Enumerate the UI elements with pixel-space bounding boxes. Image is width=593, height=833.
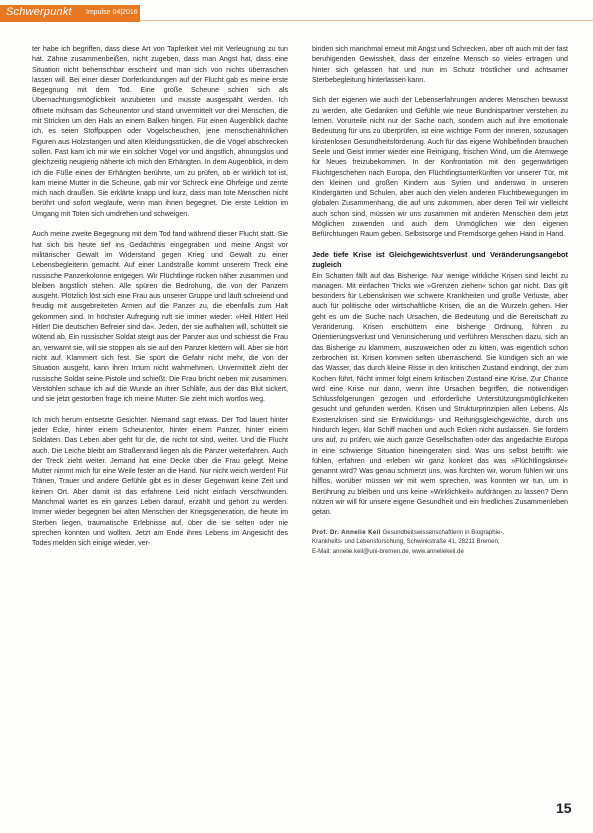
paragraph: Sich der eigenen wie auch der Lebenserfahrungen anderer Menschen bewusst zu werden, alte Gedanken und Gefühle wie neue Bundnispartner verstehen zu lernen. Vorurteile nicht nur der Sache nach, sondern auch auf ihre emotionale Bedeutung für uns zu überprüfen, ist eine wichtige Form der inneren, sozusagen kinstenlosen Gesundheitsförderung. Auch für das eigene Wohlbefinden brauchen Seele und Geist immer wieder eine Reinigung, frischen Wind, um die Atemwege für Neues freizubekommen. In der Konfrontation mit den gegenwärtigen Fluchtgeschehen nach Europa, den Flüchtlingsunterkünften vor unserer Tür, mit den kleinen und großen Kindern aus Syrien und anderswo in unseren Kindergärten und Schulen, aber auch den vielen anderen Fluchtbewegungen im globalen Zusammenhang, die auf uns zukommen, aber deren Teil wir vielleicht auch schon sind, müssen wir uns zusammen mit anderen Menschen dem jetzt Möglichen zuwenden und auch dem Unmöglichen wie den eigenen Befürchtungen Raum geben. Selbstsorge und Fremdsorge gehen Hand in Hand.: [312, 96, 568, 239]
left-column: [32, 44, 288, 559]
author-name: Prof. Dr. Annelie Keil: [312, 528, 381, 536]
paragraph: binden sich manchmal erneut mit Angst und Schrecken, aber oft auch mit der fast beruhigenden Gewissheit, dass der einzelne Mensch so vieles ertragen und hinter sich gelassen hat und nun im Schutz tröstlicher und achtsamer Sterbebegleitung hinterlassen kann.: [312, 45, 568, 84]
author-line-1: Gesundheitswissenschaftlerin in Biographie-,: [382, 528, 505, 536]
header-rule: [140, 20, 593, 21]
paragraph: ter habe ich begriffen, dass diese Art von Tapferkeit viel mit Verleugnung zu tun hat. Zähne zusammenbeißen, nicht zugeben, dass man Angst hat, dass eine Situation nicht beherrschbar erscheint und man sich von nichts überraschen lassen will. Bei einer dieser Dorferkundungen auf der Flucht gab es meine erste Begegnung mit dem Tod. Eine große Scheune schien sich als Übernachtungsmöglichkeit anzubieten und musste ausgespäht werden. Ich öffnete mühsam das Scheunentor und stand unvermittelt vor drei Menschen, die mit Stricken um den Hals an einem Balken hingen. Für einen Augenblick dachte ich, es seien Stoffpuppen oder Vogelscheuchen, jene menschenähnlichen Figuren aus Holzstangen und alten Kleidungsstücken, die die Vögel abschrecken sollen. Fast kam ich mir wie ein solcher Vogel vor und ängstlich, ahnungslos und gleichzeitig neugierig näherte ich mich den Erhängten. In dem Augenblick, in dem ich die Füße eines der Erhängten berührte, um zu prüfen, ob er wirklich tot ist, kam meine Mutter in die Scheune, gab mir vor Schreck eine Ohrfeige und zerrte mich nach draußen. Sie erklärte knapp und kurz, dass man tote Menschen nicht berührt und sofort weglaufe, wenn man ihnen begegnet. Die erste Lektion im Umgang mit Toten sich umdrehen und schweigen.: [32, 45, 288, 218]
page-header: [0, 0, 593, 24]
paragraph: Auch meine zweite Begegnung mit dem Tod fand während dieser Flucht statt. Sie hat sich bis heute tief ins Gedächtnis eingegraben und meine Angst vor militärischer Gewalt im Widerstand gegen Krieg und Gewalt zu einer Lebensbegleiterin gemacht. Auf einer Landstraße kommt unserem Treck eine russische Panzerkolonne entgegen. Wir Flüchtlinge rücken näher zusammen und bleiben ängstlich stehen. Alle spüren die Bedrohung, die von der Panzern ausgeht. Plötzlich löst sich eine Frau aus unserer Gruppe und läuft schreiend und freudig mit ausgebreiteten Armen auf die Panzer zu, die ebenfalls zum Halt gekommen sind. In höchster Aufregung ruft sie immer wieder: »Heil Hitler! Heil Hitler! Die deutschen Befreier sind da«. Jeden, der sie aufhalten will, schüttelt sie wütend ab. Ein russischer Soldat steigt aus der Panzer aus und schiesst die Frau an, verwarnt sie, will sie stoppen als sie auf den Panzer klettern will. Aber sie hört nicht auf. Klammert sich fest. Sie spürt die Gefahr nicht mehr, die von der Situation ausgeht, kann ihren Irrtum nicht wahrnehmen. Unvermittelt zieht der russische Soldat seine Pistole und schießt. Die Frau bricht neben mir zusammen. Verstohlen schaue ich auf die Wunde an ihrer Schläfe, aus der das Blut sickert, und sie jetzt gestorben frage ich meine Mutter. Sie zieht mich wortlos weg.: [32, 230, 288, 404]
author-contact: E-Mail: annelie.keil@uni-bremen.de, www.anneliekeil.de: [312, 547, 464, 555]
paragraph: Ich mich herum entsetzte Gesichter. Niemand sagt etwas. Der Tod lauert hinter jeder Ecke, hinter einem Scheunentor, hinter einem Panzer, hinter einem Soldaten. Das Leben aber geht für die, die nicht tot sind, weiter. Und die Flucht auch. Die Leiche bleibt am Straßenrand liegen als die Panzer weiterfahren. Auch der Treck zieht weiter. Jemand hat eine Decke über die Frau gelegt. Meine Mutter nimmt mich für eine Weile fester an die Hand. Nur nicht weich werden! Für Tränen, Trauer und andere Gefühle gibt es in dieser Gegenwart keine Zeit und keinen Ort. Aber damit ist das erfahrene Leid nicht einfach verschwunden. Manchmal wartet es ein ganzes Leben darauf, erzählt und gehört zu werden. Immer wieder begegnen bei alten Menschen der Kriegsgeneration, die heute im Sterben liegen, traumatische Erlebnisse auf, über die sie selten oder nie sprechen konnten und wollten. Jetzt am Ende ihres Lebens im Angesicht des Todes melden sich einige wieder, ver-: [32, 415, 288, 548]
issue-label: Impulse 04|2016: [86, 9, 138, 16]
section-heading: Jede tiefe Krise ist Gleichgewichtsverlust und Veränderungsangebot zugleich: [312, 249, 568, 270]
paragraph: Ein Schatten fällt auf das Bisherige. Nur wenige wirkliche Krisen sind leicht zu managen. Mit einfachen Tricks wie »Grenzen ziehen« schon gar nicht. Das gilt besonders für Lebenskrisen wie schwere Krankheiten und große Verluste, aber auch für politische oder wirtschaftliche Krisen, die an die Wurzeln gehen. Hier geht es um die Suche nach Ursachen, die Bedeutung und die Bereitschaft zu Veränderung. Krisen erschüttern eine bisherige Ordnung, führen zu Orientierungsverlust und Verunsicherung und verführen Menschen dazu, sich an das Bisherige zu klammern, auszuweichen oder zu kitten, was eigentlich schon zerbrochen ist. Krisen kommen selten überraschend. Sie kündigen sich an wie das Wasser, das durch kleine Risse in den kritischen Zustand eindringt, der zum Kochen führt. Nicht immer folgt einem kritischen Zustand eine Krise. Zur Chance wird eine Krise nur dann, wenn ihre Ursachen begriffen, die notwendigen Schlussfolgerungen gezogen und erforderliche Unterstützungsmöglichkeiten gesucht und gefunden werden. Krisen und Strukturprinzipien allen Lebens. Als Existenzkrisen sind sie Entwicklungs- und Reifungsgleichgewichte, durch uns hindurch legen, klar Schiff machen und auch Ecken nicht auslassen. Sie fordern uns auf, zu prüfen, wie auch ganze Gesellschaften oder das angedachte Europa in eine schwierige Situation hineingeraten sind. Was uns selbst betrifft: wie fühlen, erfahren und erleben wir ganz konkret das was »Flüchtlingskrise« genannt wird? Was genau schmerzt uns, was fürchten wir, worum fühlen wir uns hilflos, worüber müssen wir mit wem sprechen, was konnten wir tun, um in Berührung zu bleiben und uns keine »Wirklichkeit« aufdrängen zu lassen? Denn nützen wir will für unsere eigene Gesundheit und ein friedliches Zusammenleben getan.: [312, 271, 568, 517]
page-number: 15: [556, 800, 572, 816]
author-line-2: Krankheits- und Lebensforschung, Schwinkstraße 41, 28211 Bremen,: [312, 538, 500, 546]
section-title: Schwerpunkt: [6, 6, 72, 18]
author-info: [312, 528, 568, 557]
right-column: [312, 44, 568, 556]
